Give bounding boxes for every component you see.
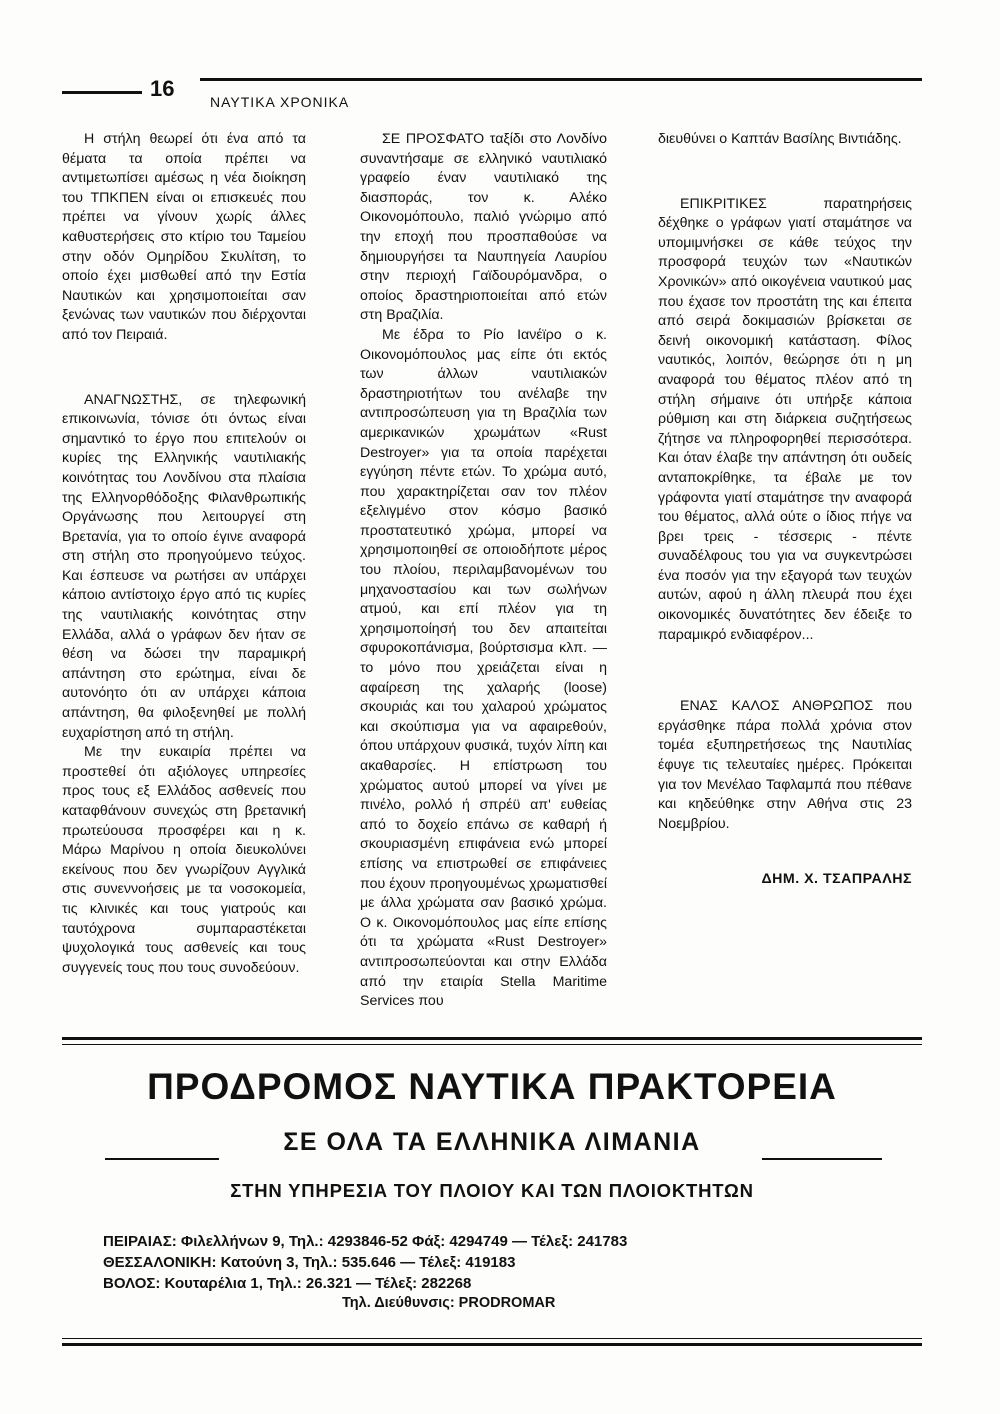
contact-thessaloniki: ΘΕΣΣΑΛΟΝΙΚΗ: Κατούνη 3, Τηλ.: 535.646 — Τέλεξ: 419183: [103, 1254, 516, 1271]
page-header: [62, 78, 922, 118]
column-left: [62, 130, 306, 978]
subtitle-rule-right: [762, 1158, 882, 1160]
page-number: 16: [150, 76, 175, 101]
paragraph-continuation: διευθύνει ο Καπτάν Βασίλης Βιντιάδης.: [658, 131, 902, 147]
contact-piraeus: ΠΕΙΡΑΙΑΣ: Φιλελλήνων 9, Τηλ.: 4293846-52 Φάξ: 4294749 — Τέλεξ: 241783: [103, 1233, 628, 1250]
paragraph-obituary: ΕΝΑΣ ΚΑΛΟΣ ΑΝΘΡΩΠΟΣ που εργάσθηκε πάρα πολλά χρόνια στον τομέα εξυπηρετήσεως της Ναυτιλίας έφυγε τις τελευταίες ημέρες. Πρόκειται για τον Μενέλαο Ταφλαμπά που πέθανε και κηδεύθηκε στην Αθήνα στις 23 Νοεμβρίου.: [658, 698, 912, 832]
paragraph-rust-destroyer: Με έδρα το Ρίο Ιανέϊρο ο κ. Οικονομόπουλος μας είπε ότι εκτός των άλλων ναυτιλιακών δραστηριοτήτων του ανέλαβε την αντιπροσώπευση για τη Βραζιλία των αμερικανικών χρωμάτων «Rust Destroyer» για τα οποία παρέχεται εγγύηση πέντε ετών. Το χρώμα αυτό, που χαρακτηρίζεται σαν τον πλέον εξελιγμένο στον κόσμο βασικό προστατευτικό χρώμα, μπορεί να χρησιμοποιηθεί σε οποιοδήποτε μέρος του πλοίου, περιλαμβανομένων του μηχανοστασίου και των σωλήνων ατμού, και επί πλέον για τη χρησιμοποίησή του δεν απαιτείται σφυροκοπάνισμα, βούρτσισμα κλπ. — το μόνο που χρειάζεται είναι η αφαίρεση της χαλαρής (loose) σκουριάς και του χαλαρού χρώματος και σκούπισμα για να αφαιρεθούν, όπου υπάρχουν φυσικά, τυχόν λίπη και ακαθαρσίες. Η επίστρωση του χρώματος αυτού μπορεί να γίνει με πινέλο, ρολλό ή σπρέϋ απ' ευθείας από το δοχείο επάνω σε καθαρή ή σκουριασμένη επιφάνεια ενώ μπορεί επίσης να επιστρωθεί σε επιφάνειες που έχουν προηγουμένως χρωματισθεί με άλλα χρώματα σαν βασικό χρώμα. Ο κ. Οικονομόπουλος μας είπε επίσης ότι τα χρώματα «Rust Destroyer» αντιπροσωπεύονται και στην Ελλάδα από την εταιρία Stella Maritime Services που: [360, 326, 607, 1010]
header-rule-left: [62, 91, 142, 94]
paragraph-marinou: Με την ευκαιρία πρέπει να προστεθεί ότι αξιόλογες υπηρεσίες προς τους εξ Ελλάδος ασθενείς που καταφθάνουν συνεχώς στη βρετανική πρωτεύουσα προσφέρει και η κ. Μάρω Μαρίνου η οποία διευκολύνει εκείνους που δεν γνωρίζουν Αγγλικά στις συνεννοήσεις με τα νοσοκομεία, τις κλινικές και τους γιατρούς και ταυτόχρονα συμπαραστέκεται ψυχολογικά τους ασθενείς και τους συγγενείς τους που τους συνοδεύουν.: [62, 744, 306, 976]
ad-tagline: ΣΤΗΝ ΥΠΗΡΕΣΙΑ ΤΟΥ ΠΛΟΙΟΥ ΚΑΙ ΤΩΝ ΠΛΟΙΟΚΤΗΤΩΝ: [230, 1180, 754, 1201]
ad-bottom-rule-thin: [62, 1338, 922, 1339]
ad-top-rule-thin: [62, 1044, 922, 1045]
author-signature: ΔΗΜ. Χ. ΤΣΑΠΡΑΛΗΣ: [761, 871, 912, 888]
paragraph-criticism: ΕΠΙΚΡΙΤΙΚΕΣ παρατηρήσεις δέχθηκε ο γράφων γιατί σταμάτησε να υπομιμνήσκει σε κάθε τεύχος την προσφορά τευχών των «Ναυτικών Χρονικών» από οικογένεια ναυτικού μας που έχασε τον προστάτη της και έπειτα από σειρά δοκιμασιών βρίσκεται σε δεινή οικονομική κατάσταση. Φίλος ναυτικός, λοιπόν, θεώρησε ότι η μη αναφορά του θέματος πλέον από τη στήλη σήμαινε ότι υπήρξε κάποια ρύθμιση και στη διάρκεια συζητήσεως ζήτησε να πληροφορηθεί περισσότερα. Και όταν έλαβε την απάντηση ότι ουδείς ανταποκρίθηκε, τα έβαλε με τον γράφοντα γιατί σταμάτησε την αναφορά του θέματος, αλλά ούτε ο ίδιος πήγε να βρει τρεις - τέσσερις - πέντε συναδέλφους του για να συγκεντρώσει ένα ποσόν για την εξαγορά των τευχών αυτών, αφού η άλλη πλευρά που έχει οικονομικές δυνατότητες δεν έδειξε το παραμικρό ενδιαφέρον...: [658, 195, 912, 643]
ad-contacts: [103, 1231, 627, 1294]
subtitle-rule-left: [105, 1158, 219, 1160]
contact-volos: ΒΟΛΟΣ: Κουταρέλια 1, Τηλ.: 26.321 — Τέλεξ: 282268: [103, 1275, 472, 1292]
publication-name: ΝΑΥΤΙΚΑ ΧΡΟΝΙΚΑ: [210, 94, 350, 110]
ad-title: ΠΡΟΔΡΟΜΟΣ ΝΑΥΤΙΚΑ ΠΡΑΚΤΟΡΕΙΑ: [147, 1066, 837, 1107]
ad-top-rule: [62, 1037, 922, 1040]
header-rule-right: [200, 78, 922, 81]
ad-subtitle: ΣΕ ΟΛΑ ΤΑ ΕΛΛΗΝΙΚΑ ΛΙΜΑΝΙΑ: [283, 1128, 701, 1156]
telegram-address: Τηλ. Διεύθυνσις: PRODROMAR: [342, 1295, 556, 1311]
column-middle: [360, 130, 607, 1012]
column-right: [658, 130, 912, 890]
paragraph-tpkpen: Η στήλη θεωρεί ότι ένα από τα θέματα τα οποία πρέπει να αντιμετωπίσει αμέσως η νέα διοίκηση του ΤΠΚΠΕΝ είναι οι επισκευές που πρέπει να γίνουν χωρίς άλλες καθυστερήσεις στο κτίριο του Ταμείου στην οδόν Ομηρίδου Σκυλίτση, το οποίο έχει μισθωθεί από την Εστία Ναυτικών και χρησιμοποιείται σαν ξενώνας των ναυτικών που διέρχονται από τον Πειραιά.: [62, 131, 306, 343]
ad-bottom-rule: [62, 1343, 922, 1346]
paragraph-london-trip: ΣΕ ΠΡΟΣΦΑΤΟ ταξίδι στο Λονδίνο συναντήσαμε σε ελληνικό ναυτιλιακό γραφείο έναν ναυτιλιακό της διασποράς, τον κ. Αλέκο Οικονομόπουλο, παλιό γνώριμο από την εποχή που προσπαθούσε να δημιουργήσει τα Ναυπηγεία Λαυρίου στην περιοχή Γαϊδουρόμανδρα, ο οποίος δραστηριοποιείται από ετών στη Βραζιλία.: [360, 131, 607, 324]
paragraph-reader: ΑΝΑΓΝΩΣΤΗΣ, σε τηλεφωνική επικοινωνία, τόνισε ότι όντως είναι σημαντικό το έργο που επιτελούν οι κυρίες της Ελληνικής ναυτιλιακής κοινότητας του Λονδίνου στα πλαίσια της Ελληνορθόδοξης Φιλανθρωπικής Οργάνωσης που λειτουργεί στη Βρετανία, για το οποίο έγινε αναφορά στη στήλη στο προηγούμενο τεύχος. Και έσπευσε να ρωτήσει αν υπάρχει κάποιο αντίστοιχο έργο από τις κυρίες της ναυτιλιακής κοινότητας στην Ελλάδα, αλλά ο γράφων δεν ήταν σε θέση να δώσει την παραμικρή απάντηση στο ερώτημα, είναι δε αυτονόητο ότι αν υπάρχει κάποια απάντηση, θα φιλοξενηθεί με πολλή ευχαρίστηση από τη στήλη.: [62, 391, 306, 741]
